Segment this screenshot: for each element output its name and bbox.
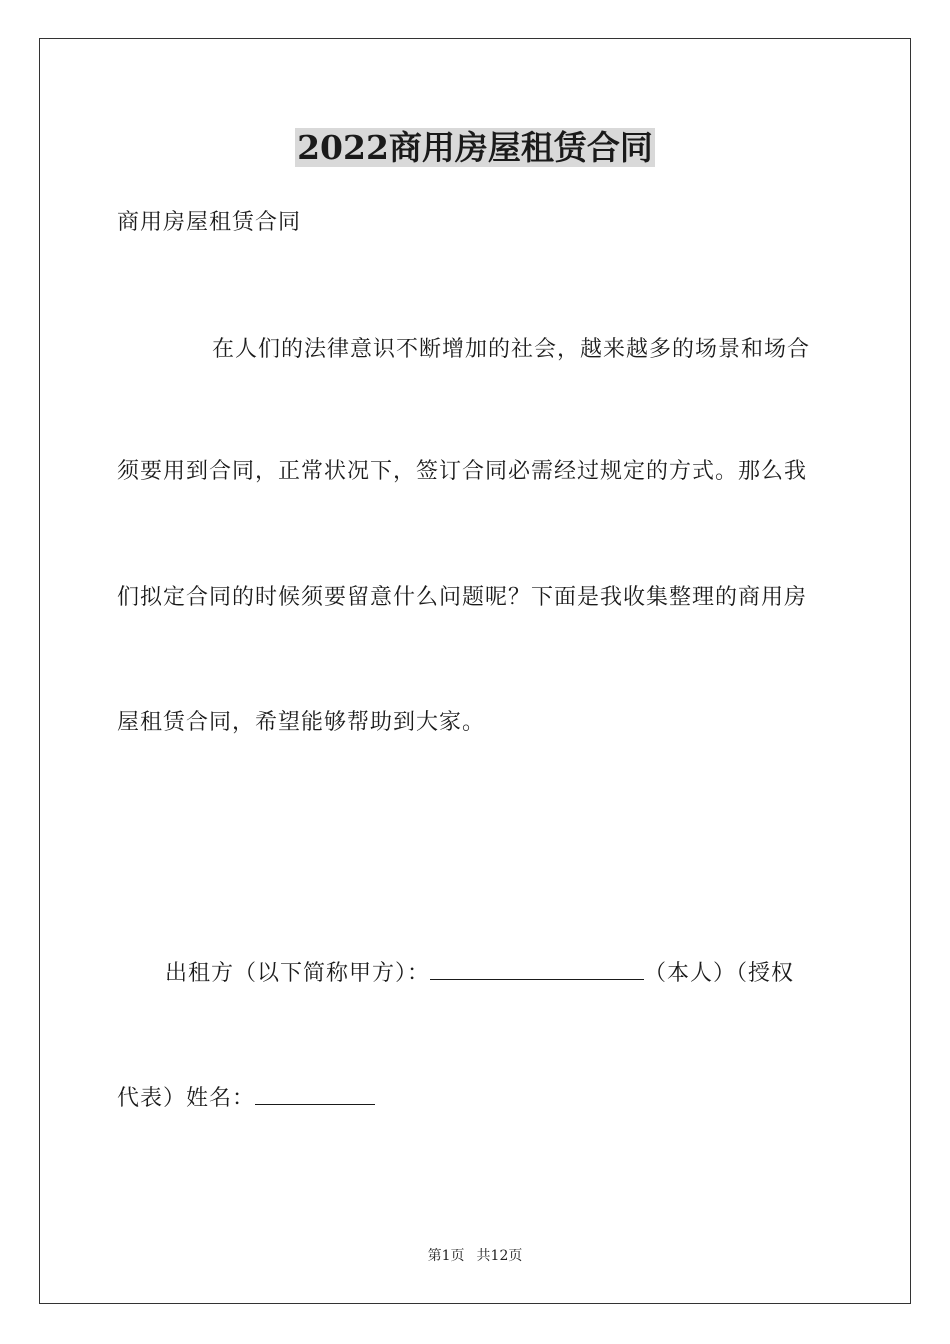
page-footer bbox=[0, 1246, 950, 1266]
document-title bbox=[0, 128, 950, 168]
intro-line-1: 在人们的法律意识不断增加的社会，越来越多的场景和场合 bbox=[212, 337, 811, 362]
page-total: 共12页 bbox=[476, 1248, 523, 1264]
document-title-text: 2022商用房屋租赁合同 bbox=[297, 128, 653, 167]
intro-line-3: 们拟定合同的时候须要留意什么问题呢？下面是我收集整理的商用房 bbox=[117, 585, 808, 610]
intro-line-4: 屋租赁合同，希望能够帮助到大家。 bbox=[117, 710, 486, 735]
representative-line bbox=[117, 1082, 375, 1114]
lessor-name-blank[interactable] bbox=[430, 957, 644, 980]
lessor-line bbox=[165, 957, 794, 989]
intro-line-2: 须要用到合同，正常状况下，签订合同必需经过规定的方式。那么我 bbox=[117, 459, 808, 484]
lessor-label: 出租方（以下简称甲方）： bbox=[165, 961, 431, 986]
representative-name-blank[interactable] bbox=[255, 1082, 375, 1105]
lessor-suffix: （本人）（授权 bbox=[644, 961, 795, 986]
page-number: 第1页 bbox=[427, 1248, 465, 1264]
representative-label: 代表）姓名： bbox=[117, 1086, 256, 1111]
document-subtitle: 商用房屋租赁合同 bbox=[117, 210, 302, 235]
